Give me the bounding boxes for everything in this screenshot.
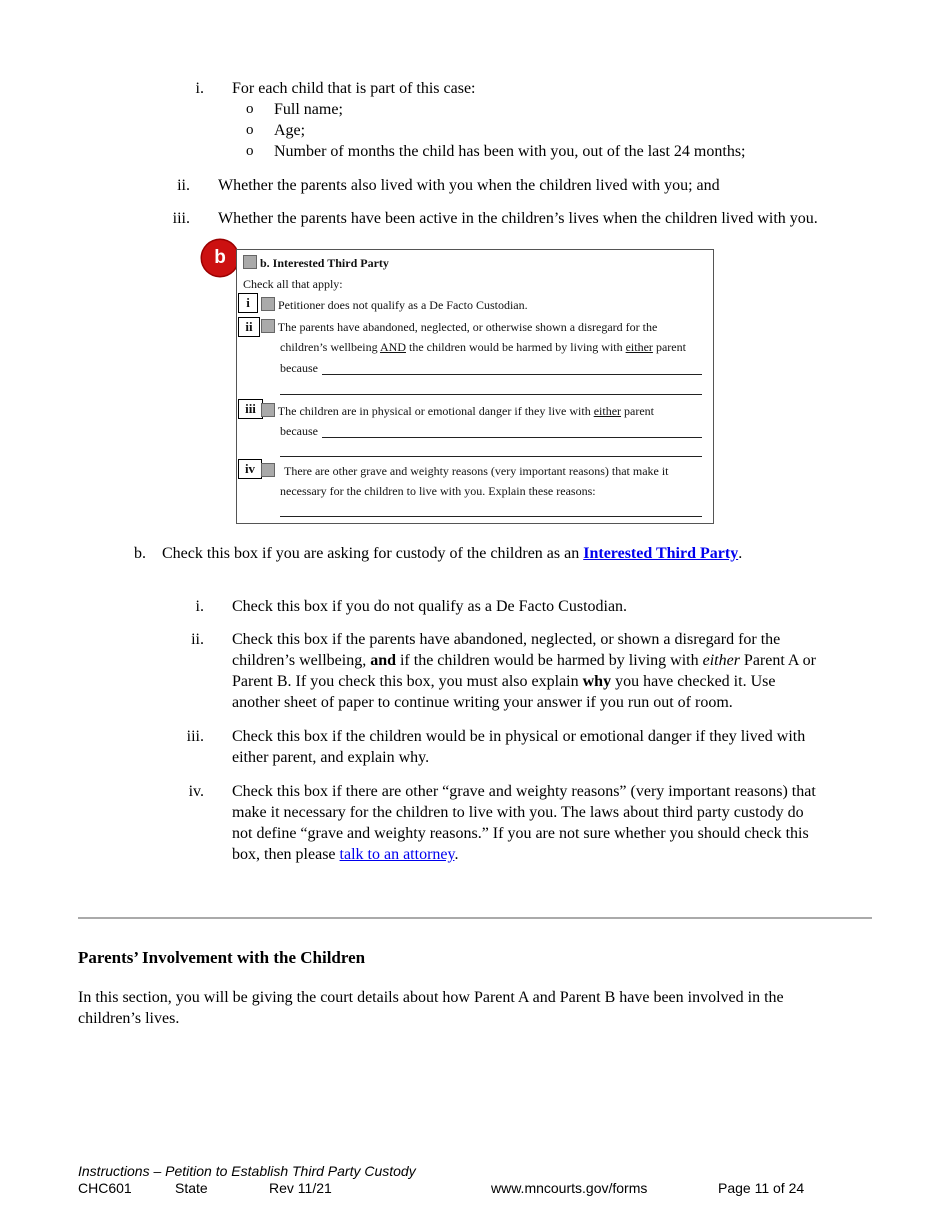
- check-all-label: Check all that apply:: [243, 277, 343, 291]
- text-line: [232, 844, 816, 865]
- list-item-iii: [0, 208, 950, 229]
- answer-line[interactable]: [280, 516, 702, 517]
- answer-line[interactable]: [322, 437, 702, 438]
- option-iv-row: [261, 463, 669, 479]
- item-text: [232, 629, 816, 713]
- sub-item-ii: [0, 629, 950, 713]
- text: children’s wellbeing,: [232, 652, 371, 669]
- section-b-letter: b.: [134, 545, 146, 562]
- form-excerpt-figure: [236, 249, 714, 524]
- numeral: ii.: [177, 177, 190, 194]
- text: if the children would be harmed by living with: [395, 652, 703, 669]
- option-i-text: Petitioner does not qualify as a De Facto Custodian.: [278, 298, 528, 312]
- tag-iv: iv: [238, 459, 262, 479]
- footer-title: Instructions – Petition to Establish Third Party Custody: [78, 1163, 416, 1179]
- checkbox-icon: [261, 319, 275, 333]
- talk-to-attorney-link[interactable]: talk to an attorney: [339, 846, 455, 863]
- text: Parent B. If you check this box, you must also explain: [232, 673, 583, 690]
- text: parent: [652, 340, 686, 354]
- option-iv-line1: There are other grave and weighty reasons (very important reasons) that make it: [284, 464, 669, 478]
- interested-third-party-link[interactable]: Interested Third Party: [583, 545, 739, 562]
- answer-line[interactable]: [322, 374, 702, 375]
- option-i-row: [261, 297, 528, 313]
- item-text: Check this box if you do not qualify as a De Facto Custodian.: [232, 598, 628, 615]
- text-line: children’s lives.: [78, 1010, 180, 1027]
- bullet-item: [0, 99, 950, 120]
- text-line: Check this box if the children would be in physical or emotional danger if they lived with: [232, 728, 806, 745]
- text: AND: [379, 340, 406, 354]
- text: Check this box if you are asking for custody of the children as an: [162, 545, 584, 562]
- checkbox-icon: [261, 403, 275, 417]
- sub-item-iv: [0, 781, 950, 865]
- checkbox-icon: [261, 463, 275, 477]
- option-iii-because: because: [280, 424, 318, 438]
- item-text: Whether the parents also lived with you when the children lived with you; and: [218, 177, 720, 194]
- sub-item-i: [0, 596, 950, 617]
- item-text: For each child that is part of this case:: [232, 80, 476, 97]
- text-line: not define “grave and weighty reasons.” If you are not sure whether you should check this: [232, 825, 809, 842]
- text: either: [593, 404, 622, 418]
- text: either: [702, 652, 740, 669]
- bullet-text: Full name;: [274, 101, 343, 118]
- text: .: [738, 545, 743, 562]
- bullet-text: Number of months the child has been with you, out of the last 24 months;: [274, 143, 746, 160]
- text-line: [232, 671, 816, 692]
- section-body: [78, 987, 784, 1029]
- option-ii-row: [261, 319, 657, 335]
- numeral: i.: [195, 598, 204, 615]
- footer-page-number: Page 11 of 24: [718, 1180, 805, 1196]
- footer-revision: Rev 11/21: [269, 1180, 332, 1196]
- text: The children are in physical or emotional danger if they live with: [277, 404, 594, 418]
- section-b-text: [162, 543, 742, 564]
- numeral: iii.: [172, 210, 190, 227]
- answer-line[interactable]: [280, 456, 702, 457]
- item-text: Whether the parents have been active in the children’s lives when the children lived with you.: [218, 210, 818, 227]
- text-line: In this section, you will be giving the court details about how Parent A and Parent B have been involved in the: [78, 989, 784, 1006]
- text-line: either parent, and explain why.: [232, 749, 430, 766]
- option-ii-line1: The parents have abandoned, neglected, or otherwise shown a disregard for the: [277, 320, 658, 334]
- bullet-circle-icon: o: [246, 143, 254, 159]
- text: why: [582, 673, 612, 690]
- checkbox-icon: [243, 255, 257, 269]
- option-iv-line2: necessary for the children to live with you. Explain these reasons:: [280, 484, 596, 498]
- option-iii-row: [261, 403, 654, 419]
- bullet-item: [0, 120, 950, 141]
- text-line: another sheet of paper to continue writing your answer if you run out of room.: [232, 694, 733, 711]
- bullet-item: [0, 141, 950, 162]
- checkbox-icon: [261, 297, 275, 311]
- text: .: [454, 846, 459, 863]
- text: and: [370, 652, 396, 669]
- item-text: [232, 781, 816, 865]
- figure-title-row: [243, 255, 389, 271]
- footer-jurisdiction: State: [175, 1180, 208, 1196]
- text-line: [232, 650, 816, 671]
- section-divider: [78, 917, 872, 919]
- numeral: i.: [195, 80, 204, 97]
- bullet-circle-icon: o: [246, 122, 254, 138]
- option-ii-line2: [280, 340, 686, 355]
- list-item-i: [0, 78, 950, 99]
- text: the children would be harmed by living with: [405, 340, 626, 354]
- numeral: iv.: [188, 783, 204, 800]
- footer-form-code: CHC601: [78, 1180, 132, 1196]
- tag-iii: iii: [238, 399, 263, 419]
- tag-i: i: [238, 293, 258, 313]
- sub-item-iii: [0, 726, 950, 768]
- text: box, then please: [232, 846, 340, 863]
- text-line: make it necessary for the children to live with you. The laws about third party custody do: [232, 804, 804, 821]
- text: Parent A or: [739, 652, 816, 669]
- item-text: [232, 726, 805, 768]
- section-b-line: [0, 543, 950, 564]
- bullet-circle-icon: o: [246, 101, 254, 117]
- numeral: iii.: [186, 728, 204, 745]
- footer-website: www.mncourts.gov/forms: [491, 1180, 648, 1196]
- figure-title: b. Interested Third Party: [260, 256, 389, 270]
- option-ii-because: because: [280, 361, 318, 375]
- text: children’s wellbeing: [280, 340, 380, 354]
- list-item-ii: [0, 175, 950, 196]
- text: either: [625, 340, 653, 354]
- section-b-badge: b: [202, 240, 238, 276]
- text-line: Check this box if there are other “grave and weighty reasons” (very important reasons) that: [232, 783, 816, 800]
- numeral: ii.: [191, 631, 204, 648]
- tag-ii: ii: [238, 317, 260, 337]
- answer-line[interactable]: [280, 394, 702, 395]
- text: parent: [621, 404, 655, 418]
- bullet-text: Age;: [274, 122, 306, 139]
- section-heading: Parents’ Involvement with the Children: [78, 948, 366, 967]
- text-line: Check this box if the parents have abandoned, neglected, or shown a disregard for the: [232, 631, 781, 648]
- text: you have checked it. Use: [611, 673, 776, 690]
